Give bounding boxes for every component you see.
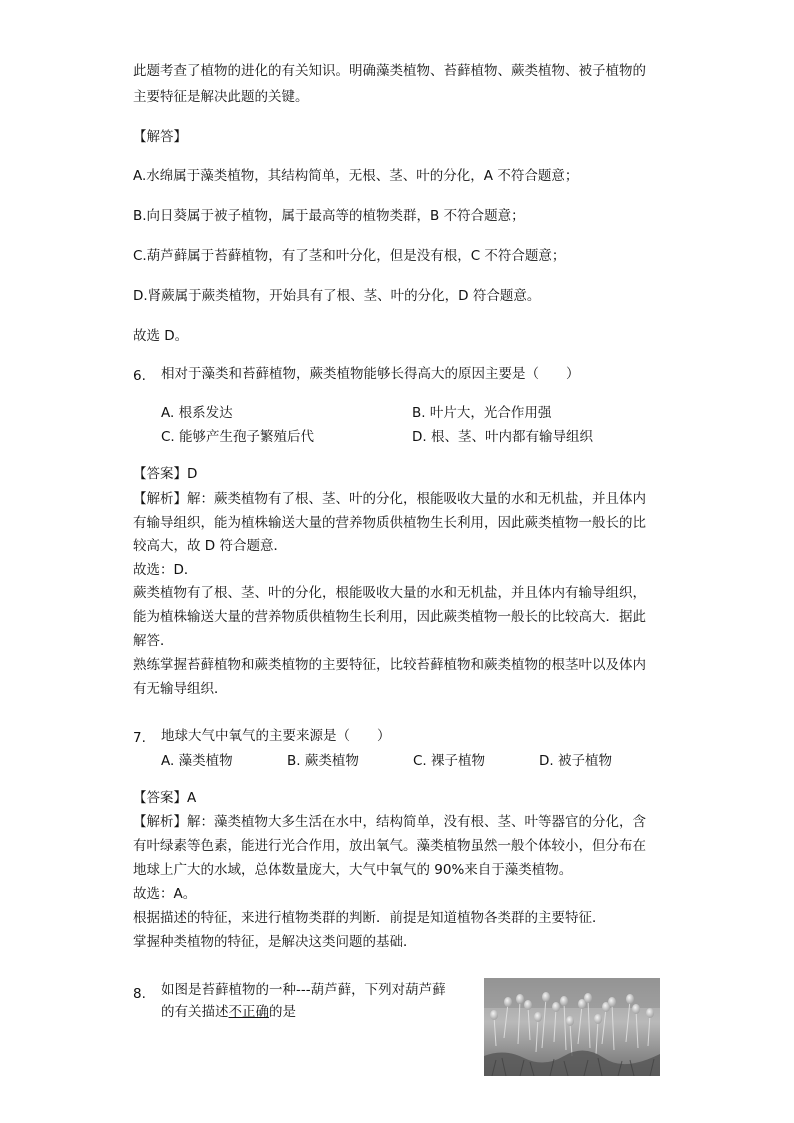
question-6-option-b: B. 叶片大，光合作用强 xyxy=(412,405,552,421)
question-8-stem-underlined: 不正确 xyxy=(228,1004,269,1020)
question-6-analysis-4: 故选：D． xyxy=(133,562,198,578)
question-7-number: 7. xyxy=(133,730,146,746)
question-7-option-a: A. 藻类植物 xyxy=(161,753,233,769)
answer-b: B.向日葵属于被子植物，属于最高等的植物类群，B 不符合题意； xyxy=(133,208,525,224)
question-6-option-c: C. 能够产生孢子繁殖后代 xyxy=(161,429,315,445)
question-8-stem-line-1: 如图是苔藓植物的一种---葫芦藓，下列对葫芦藓 xyxy=(161,982,446,998)
question-6-analysis-5: 蕨类植物有了根、茎、叶的分化，根能吸收大量的水和无机盐，并且体内有输导组织， xyxy=(133,585,646,601)
question-6-answer: 【答案】D xyxy=(133,466,198,482)
question-7-answer: 【答案】A xyxy=(133,790,197,806)
question-6-analysis-6: 能为植株输送大量的营养物质供植物生长利用，因此蕨类植物一般长的比较高大．据此 xyxy=(133,609,646,625)
question-7-option-d: D. 被子植物 xyxy=(539,753,612,769)
question-8-stem-line-2 xyxy=(161,1001,296,1023)
question-7-stem: 地球大气中氧气的主要来源是（ ） xyxy=(161,728,391,744)
question-6-analysis-2: 有输导组织，能为植株输送大量的营养物质供植物生长利用，因此蕨类植物一般长的比 xyxy=(133,515,646,531)
question-8-number: 8. xyxy=(133,986,146,1002)
question-6-option-a: A. 根系发达 xyxy=(161,405,233,421)
question-8-stem-post: 的是 xyxy=(269,1004,296,1020)
question-7-analysis-1: 【解析】解：藻类植物大多生活在水中，结构简单，没有根、茎、叶等器官的分化，含 xyxy=(133,814,646,830)
question-6-option-d: D. 根、茎、叶内都有输导组织 xyxy=(412,429,593,445)
answer-header: 【解答】 xyxy=(133,129,187,145)
question-6-analysis-3: 较高大，故 D 符合题意． xyxy=(133,538,287,554)
intro-line-1: 此题考查了植物的进化的有关知识。明确藻类植物、苔藓植物、蕨类植物、被子植物的 xyxy=(133,63,646,79)
question-7-analysis-2: 有叶绿素等色素，能进行光合作用，放出氧气。藻类植物虽然一般个体较小，但分布在 xyxy=(133,838,646,854)
answer-a: A.水绵属于藻类植物，其结构简单，无根、茎、叶的分化，A 不符合题意； xyxy=(133,168,579,184)
question-8-stem-pre: 的有关描述 xyxy=(161,1004,229,1020)
question-6-analysis-7: 解答． xyxy=(133,633,174,649)
answer-conclusion: 故选 D。 xyxy=(133,328,189,344)
answer-c: C.葫芦藓属于苔藓植物，有了茎和叶分化，但是没有根，C 不符合题意； xyxy=(133,248,566,264)
question-6-stem: 相对于藻类和苔藓植物，蕨类植物能够长得高大的原因主要是（ ） xyxy=(161,366,580,382)
question-6-analysis-8: 熟练掌握苔藓植物和蕨类植物的主要特征，比较苔藓植物和蕨类植物的根茎叶以及体内 xyxy=(133,657,646,673)
question-7-analysis-4: 故选：A。 xyxy=(133,886,197,902)
question-7-option-b: B. 蕨类植物 xyxy=(287,753,359,769)
question-6-number: 6. xyxy=(133,368,146,384)
intro-line-2: 主要特征是解决此题的关键。 xyxy=(133,89,309,105)
moss-photo xyxy=(484,978,660,1076)
question-7-analysis-6: 掌握种类植物的特征，是解决这类问题的基础． xyxy=(133,934,417,950)
answer-d: D.肾蕨属于蕨类植物，开始具有了根、茎、叶的分化，D 符合题意。 xyxy=(133,288,541,304)
question-7-analysis-5: 根据描述的特征，来进行植物类群的判断．前提是知道植物各类群的主要特征． xyxy=(133,910,606,926)
question-7-analysis-3: 地球上广大的水域，总体数量庞大，大气中氧气的 90%来自于藻类植物。 xyxy=(133,862,573,878)
question-7-option-c: C. 裸子植物 xyxy=(413,753,486,769)
question-6-analysis-1: 【解析】解：蕨类植物有了根、茎、叶的分化，根能吸收大量的水和无机盐，并且体内 xyxy=(133,491,646,507)
question-6-analysis-9: 有无输导组织． xyxy=(133,681,228,697)
